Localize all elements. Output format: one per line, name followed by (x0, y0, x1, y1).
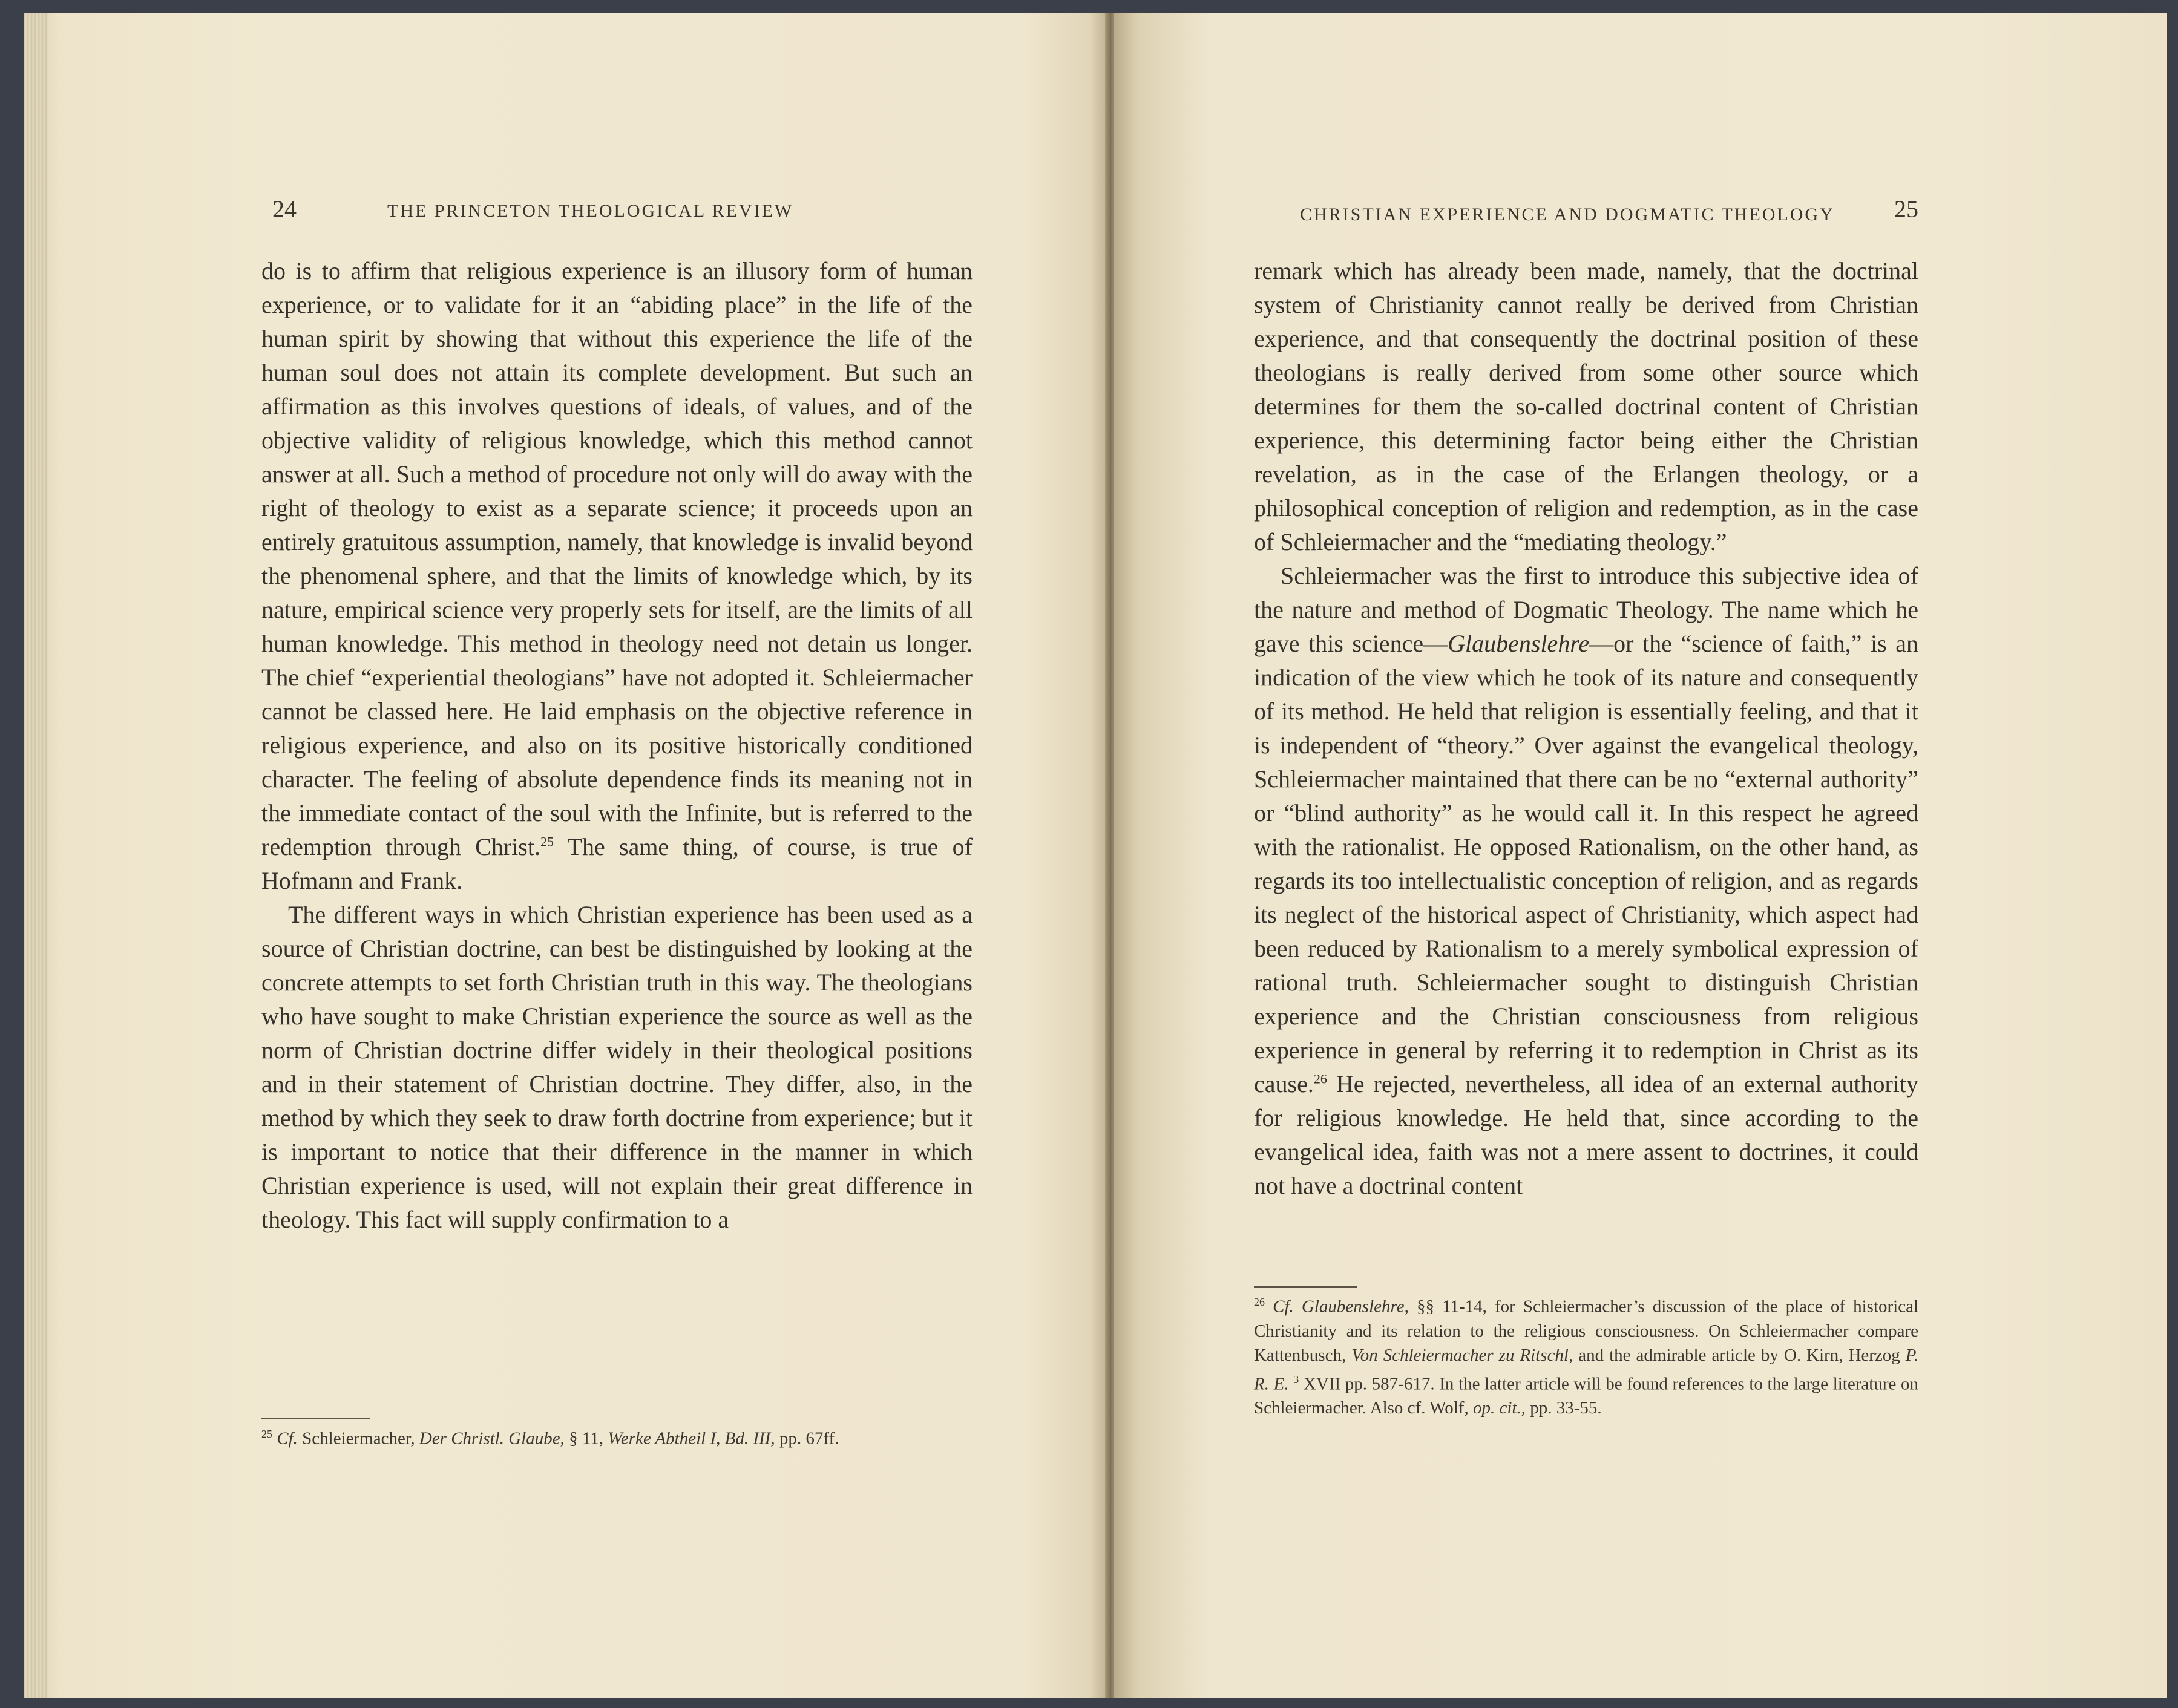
open-book (24, 13, 2167, 1698)
body-text (261, 254, 973, 1237)
running-head: CHRISTIAN EXPERIENCE AND DOGMATIC THEOLOGY (1300, 205, 1835, 224)
footnote: $^{26}$ Cf. Glaubenslehre, §§ 11-14, for Schleiermacher’s discussion of the place of historical Christianity and its relation to the religious consciousness. On Schleiermacher compare Kattenbusch, Von Schleiermacher zu Ritschl, and the admirable article by O. Kirn, Herzog P. R. E. $^3$ XVII pp. 587-617. In the latter article will be found references to the large literature on Schleiermacher. Also cf. Wolf, op. cit., pp. 33-55. (1254, 1296, 1919, 1418)
footnote: $^{25}$ Cf. Schleiermacher, Der Christl. Glaube, § 11, Werke Abtheil I, Bd. III, pp. 67ff. (261, 1428, 839, 1448)
paragraph: Schleiermacher was the first to introduce this subjective idea of the nature and method of Dogmatic Theology. The name which he gave this science—Glaubenslehre—or the “science of faith,” is an indication of the view which he took of its nature and consequently of its method. He held that religion is essentially feeling, and that it is independent of “theory.” Over against the evangelical theology, Schleiermacher maintained that there can be no “external authority” or “blind authority” as he would call it. In this respect he agreed with the rationalist. He opposed Rationalism, on the other hand, as regards its too intellectualistic conception of religion, and as regards its neglect of the historical aspect of Christianity, which aspect had been reduced by Rationalism to a merely symbolical expression of rational truth. Schleiermacher sought to distinguish Christian experience and the Christian consciousness from religious experience in general by referring it to redemption in Christ as its cause.$^{26}$ He rejected, nevertheless, all idea of an external authority for religious knowledge. He held that, since according to the evangelical idea, faith was not a mere assent to doctrines, it could not have a doctrinal content (1254, 562, 1919, 1199)
footnote-rule (1254, 1286, 1357, 1288)
paragraph: remark which has already been made, namely, that the doctrinal system of Christianity cannot really be derived from Christian experience, and that consequently the doctrinal position of these theologians is really derived from some other source which determines for them the so-called doctrinal content of Christian experience, this determining factor being either the Christian revelation, as in the case of the Erlangen theology, or a philosophical conception of religion and redemption, as in the case of Schleiermacher and the “mediating theology.” (1254, 257, 1918, 555)
footnote-mark: 25 (261, 1428, 272, 1440)
running-head: THE PRINCETON THEOLOGICAL REVIEW (387, 201, 794, 221)
left-page (24, 13, 1107, 1698)
paragraph: The different ways in which Christian experience has been used as a source of Christian doctrine, can best be distinguished by looking at the concrete attempts to set forth Christian truth in this way. The theologians who have sought to make Christian experience the source as well as the norm of Christian doctrine differ widely in their theological positions and in their statement of Christian doctrine. They differ, also, in the method by which they seek to draw forth doctrine from experience; but it is important to notice that their difference in the manner in which Christian experience is used, will not explain their great difference in theology. This fact will supply confirmation to a (261, 901, 973, 1233)
paragraph: do is to affirm that religious experience is an illusory form of human experience, or to validate for it an “abiding place” in the life of the human spirit by showing that without this experience the life of the human soul does not attain its complete development. But such an affirmation as this involves questions of ideals, of values, and of the objective validity of religious knowledge, which this method cannot answer at all. Such a method of procedure not only will do away with the right of theology to exist as a separate science; it proceeds upon an entirely gratuitous assumption, namely, that knowledge is invalid beyond the phenomenal sphere, and that the limits of knowledge which, by its nature, empirical science very properly sets for itself, are the limits of all human knowledge. This method in theology need not detain us longer. The chief “experiential theologians” have not adopted it. Schleiermacher cannot be classed here. He laid emphasis on the objective reference in religious experience, and also on its positive historically conditioned character. The feeling of absolute dependence finds its meaning not in the immediate contact of the soul with the Infinite, but is referred to the redemption through Christ.$^{25}$ The same thing, of course, is true of Hofmann and Frank. (261, 257, 973, 894)
footnote-reference: 25 (540, 834, 554, 849)
page-edges (24, 13, 48, 1698)
edition-mark: 3 (1293, 1373, 1299, 1386)
footnote-reference: 26 (1313, 1071, 1327, 1087)
page-number: 25 (1894, 195, 1918, 223)
footnote-rule (261, 1418, 370, 1419)
footnote-mark: 26 (1254, 1296, 1265, 1308)
body-text (1254, 254, 1918, 1203)
page-number: 24 (272, 195, 297, 223)
right-page (1114, 13, 2167, 1698)
